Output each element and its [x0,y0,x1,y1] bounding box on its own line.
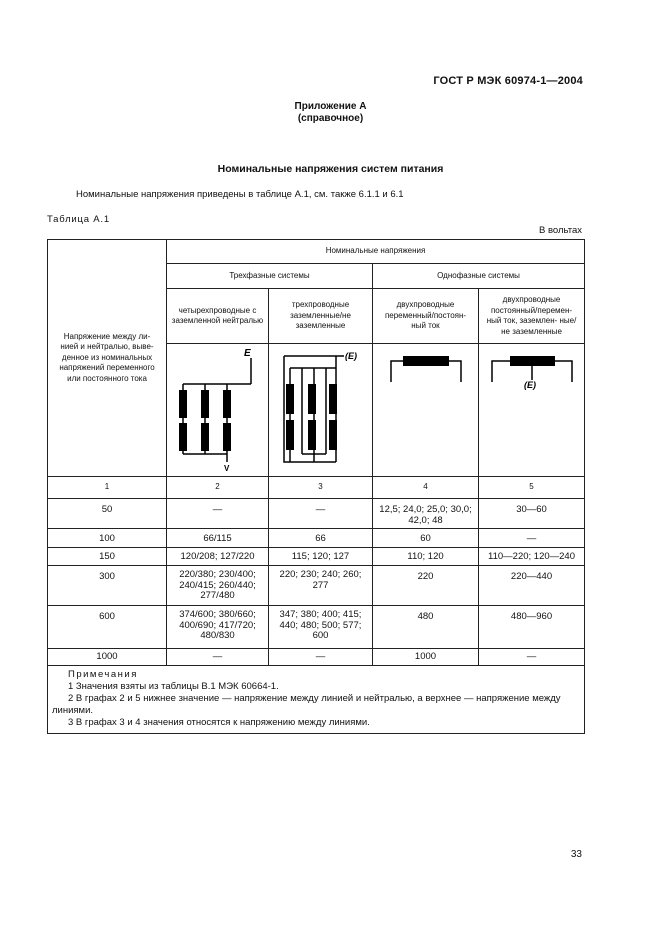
sub3-header: трехпроводные заземленные/не заземленные [269,289,373,344]
annex-subtitle: (справочное) [297,113,364,124]
two-wire-dc-schematic [480,344,584,473]
table-row: 1000 — — 1000 — [48,649,585,666]
col-number-3: 3 [269,477,373,499]
diagram-two-wire-dc [479,344,585,477]
table-row: 150 120/208; 127/220 115; 120; 127 110; 120 110—220; 120—240 [48,548,585,566]
nominal-header: Номинальные напряжения [167,240,585,264]
table-row: 300 220/380; 230/400; 240/415; 260/440; 277/480 220; 230; 240; 260; 277 220 220—440 [48,566,585,606]
col1-header: Напряжение между ли- нией и нейтралью, выве- денное из номинальных напряжений переменного или постоянного тока [48,240,167,477]
notes-row [48,666,585,734]
col-number-2: 2 [167,477,269,499]
table-row: 50 — — 12,5; 24,0; 25,0; 30,0; 42,0; 48 30—60 [48,499,585,529]
column-numbers-row [48,477,585,499]
col-number-4: 4 [373,477,479,499]
document-header: ГОСТ Р МЭК 60974-1—2004 [433,75,583,87]
optional-earth-label: (E) [344,351,357,361]
note-3: 3 В графах 3 и 4 значения относятся к напряжению между линиями. [68,717,370,728]
table-row: 600 374/600; 380/660; 400/690; 417/720; 480/830 347; 380; 400; 415; 440; 480; 500; 577; 600 480 480—960 [48,606,585,649]
sub5-header: двухпроводные постоянный/перемен- ный ток, заземлен- ные/не заземленные [479,289,585,344]
sub4-header: двухпроводные переменный/постоян- ный ток [373,289,479,344]
section-title: Номинальные напряжения систем питания [217,163,444,175]
annex-title: Приложение А [294,101,367,112]
two-wire-ac-schematic [374,344,478,473]
intro-text: Номинальные напряжения приведены в таблице А.1, см. также 6.1.1 и 6.1 [76,189,404,200]
dc-optional-earth-label: (E) [523,380,536,390]
single-phase-header: Однофазные системы [373,264,585,289]
table-units: В вольтах [538,225,582,236]
table-row: 100 66/115 66 60 — [48,529,585,548]
notes-title: Примечания [68,669,138,680]
note-2-continuation: линиями. [52,705,94,716]
table-label: Таблица А.1 [47,214,110,225]
sub2-header: четырехпроводные с заземленной нейтралью [167,289,269,344]
three-phase-header: Трехфазные системы [167,264,373,289]
note-1: 1 Значения взяты из таблицы В.1 МЭК 60664-1. [68,681,279,692]
col-number-5: 5 [479,477,585,499]
earth-label: E [243,348,251,359]
neutral-label: V [223,464,229,473]
four-wire-schematic [168,344,268,473]
note-2: 2 В графах 2 и 5 нижнее значение — напряжение между линией и нейтралью, а верхнее — напряжение между [68,693,561,704]
diagram-four-wire [167,344,269,477]
notes-cell [48,666,585,734]
diagram-two-wire-ac [373,344,479,477]
page-number: 33 [570,849,582,860]
diagram-three-wire [269,344,373,477]
three-wire-schematic [270,344,372,473]
voltage-table [47,239,585,734]
col-number-1: 1 [48,477,167,499]
